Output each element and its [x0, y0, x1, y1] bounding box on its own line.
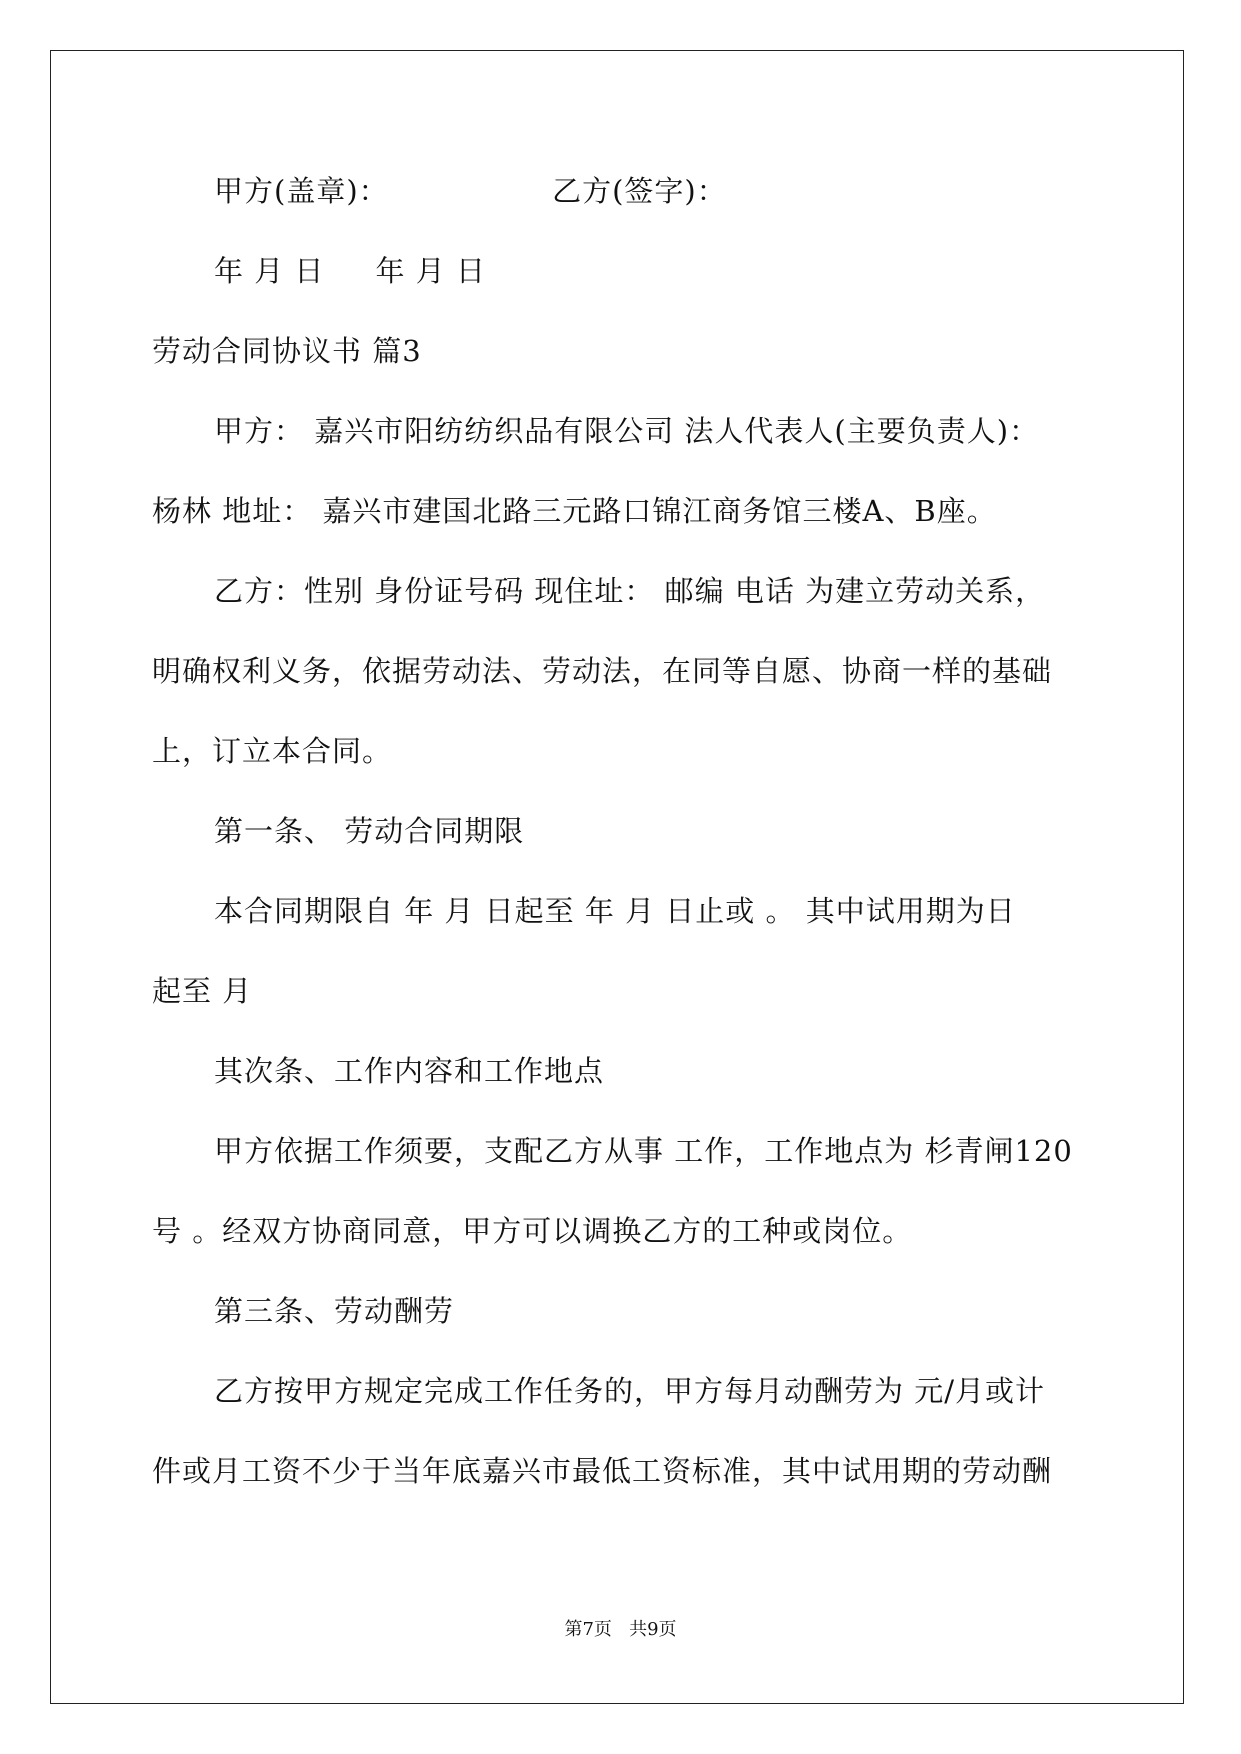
signature-line: 甲方(盖章)： 乙方(签字)： — [214, 174, 727, 208]
address-line: 杨林 地址： 嘉兴市建国北路三元路口锦江商务馆三楼A、B座。 — [152, 494, 997, 528]
article-heading: 第三条、劳动酬劳 — [214, 1294, 455, 1328]
article-heading: 其次条、工作内容和工作地点 — [214, 1054, 605, 1088]
paragraph-line: 上，订立本合同。 — [152, 734, 393, 768]
paragraph-line: 明确权利义务，依据劳动法、劳动法，在同等自愿、协商一样的基础 — [152, 654, 1053, 688]
paragraph-line: 甲方依据工作须要，支配乙方从事 工作，工作地点为 杉青闸120 — [214, 1134, 1073, 1168]
date-line: 年 月 日 年 月 日 — [214, 254, 486, 288]
section-title: 劳动合同协议书 篇3 — [152, 334, 422, 368]
page-footer — [0, 1618, 1241, 1642]
party-b-line: 乙方：性别 身份证号码 现住址： 邮编 电话 为建立劳动关系， — [214, 574, 1046, 608]
page-number: 第7页 — [564, 1619, 612, 1640]
paragraph-line: 本合同期限自 年 月 日起至 年 月 日止或 。 其中试用期为日 — [214, 894, 1016, 928]
paragraph-line: 起至 月 — [152, 974, 253, 1008]
paragraph-line: 件或月工资不少于当年底嘉兴市最低工资标准，其中试用期的劳动酬 — [152, 1454, 1053, 1488]
page-total: 共9页 — [629, 1619, 677, 1640]
party-a-line: 甲方： 嘉兴市阳纺纺织品有限公司 法人代表人(主要负责人)： — [214, 414, 1040, 448]
article-heading: 第一条、 劳动合同期限 — [214, 814, 525, 848]
paragraph-line: 号 。经双方协商同意，甲方可以调换乙方的工种或岗位。 — [152, 1214, 913, 1248]
paragraph-line: 乙方按甲方规定完成工作任务的，甲方每月动酬劳为 元/月或计 — [214, 1374, 1045, 1408]
